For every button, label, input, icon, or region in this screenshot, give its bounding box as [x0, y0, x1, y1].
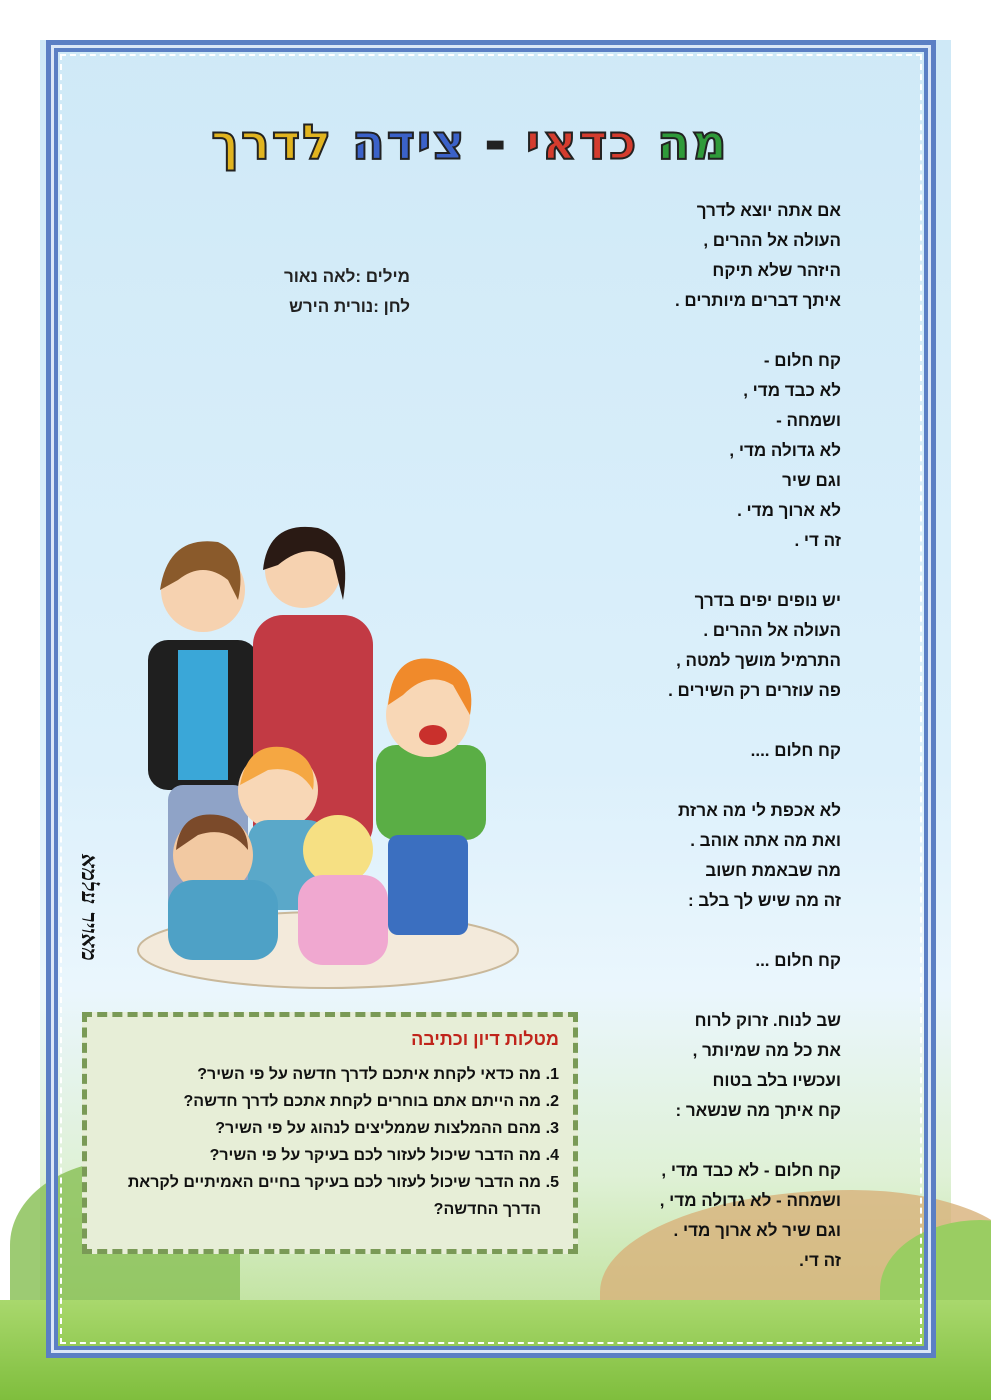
- poem-line: העולה אל ההרים ,: [703, 231, 841, 250]
- poem-line: התרמיל מושך למטה ,: [676, 651, 841, 670]
- poem-line: מה שבאמת חשוב: [705, 861, 841, 880]
- poem-line: זה מה שיש לך בלב :: [688, 891, 841, 910]
- poem-line: איתך דברים מיותרים .: [674, 291, 841, 310]
- poem-line: לא אכפת לי מה ארזת: [678, 801, 841, 820]
- poem-line: קח חלום -: [763, 351, 841, 370]
- question-item: [99, 1169, 559, 1223]
- poem-line: קח חלום - לא כבד מדי ,: [661, 1161, 841, 1180]
- question-item: [99, 1142, 559, 1169]
- poem-line: יש נופים יפים בדרך: [694, 591, 841, 610]
- illustrator-signature: מאויר עלמא: [76, 853, 102, 961]
- poem-line: פה עוזרים רק השירים .: [668, 681, 841, 700]
- poem-text: [541, 196, 841, 1276]
- question-number: 3.: [545, 1120, 559, 1137]
- poem-line: ושמחה - לא גדולה מדי ,: [659, 1191, 841, 1210]
- title-word: -: [485, 115, 508, 171]
- music-credit: לחן :נורית הירש: [289, 297, 410, 316]
- lyrics-credit: מילים :לאה נאור: [284, 267, 410, 286]
- question-item: [99, 1061, 559, 1088]
- poem-line: לא גדולה מדי ,: [729, 441, 841, 460]
- poem-line: לא ארוך מדי .: [737, 501, 841, 520]
- question-item: [99, 1115, 559, 1142]
- poem-line: זה די.: [799, 1251, 841, 1270]
- title-word: צידה: [351, 115, 467, 171]
- question-number: 4.: [545, 1147, 559, 1164]
- poem-line: אם אתה יוצא לדרך: [696, 201, 841, 220]
- question-text: מה כדאי לקחת איתכם לדרך חדשה על פי השיר?: [197, 1066, 541, 1083]
- poem-line: זה די .: [794, 531, 841, 550]
- stanza-gap: [541, 1126, 841, 1156]
- title-word: מה: [657, 115, 729, 171]
- question-text: מה הדבר שיכול לעזור לכם בעיקר בחיים האמיתיים לקראת הדרך החדשה?: [127, 1174, 541, 1218]
- poem-line: קח חלום ....: [750, 741, 841, 760]
- title-word: כדאי: [525, 115, 639, 171]
- poem-line: את כל מה שמיותר ,: [692, 1041, 841, 1060]
- stanza-gap: [541, 556, 841, 586]
- poem-line: שב לנוח. זרוק לרוח: [694, 1011, 841, 1030]
- stanza-gap: [541, 706, 841, 736]
- credits: [240, 262, 410, 322]
- question-text: מה הדבר שיכול לעזור לכם בעיקר על פי השיר?: [209, 1147, 541, 1164]
- children-illustration: [108, 520, 548, 990]
- poem-line: העולה אל ההרים .: [703, 621, 841, 640]
- poem-line: ועכשיו בלב בטוח: [712, 1071, 841, 1090]
- questions-box: [82, 1012, 578, 1254]
- poem-line: קח איתך מה שנשאר :: [675, 1101, 841, 1120]
- poem-line: לא כבד מדי ,: [743, 381, 841, 400]
- poem-line: קח חלום ...: [755, 951, 841, 970]
- poem-line: היזהר שלא תיקח: [712, 261, 841, 280]
- poem-line: וגם שיר: [782, 471, 841, 490]
- question-number: 2.: [545, 1093, 559, 1110]
- question-item: [99, 1088, 559, 1115]
- questions-list: [99, 1061, 559, 1223]
- stanza-gap: [541, 976, 841, 1006]
- stanza-gap: [541, 916, 841, 946]
- title-word: לדרך: [211, 115, 334, 171]
- page-title: [190, 115, 750, 171]
- question-text: מהם ההמלצות שממליצים לנהוג על פי השיר?: [215, 1120, 541, 1137]
- stanza-gap: [541, 766, 841, 796]
- question-number: 1.: [545, 1066, 559, 1083]
- poem-line: ושמחה -: [776, 411, 841, 430]
- poem-line: וגם שיר לא ארוך מדי .: [673, 1221, 841, 1240]
- stanza-gap: [541, 316, 841, 346]
- question-text: מה הייתם אתם בוחרים לקחת אתכם לדרך חדשה?: [183, 1093, 541, 1110]
- question-number: 5.: [545, 1174, 559, 1191]
- poem-line: ואת מה אתה אוהב .: [690, 831, 841, 850]
- questions-heading: מטלות דיון וכתיבה: [411, 1029, 559, 1049]
